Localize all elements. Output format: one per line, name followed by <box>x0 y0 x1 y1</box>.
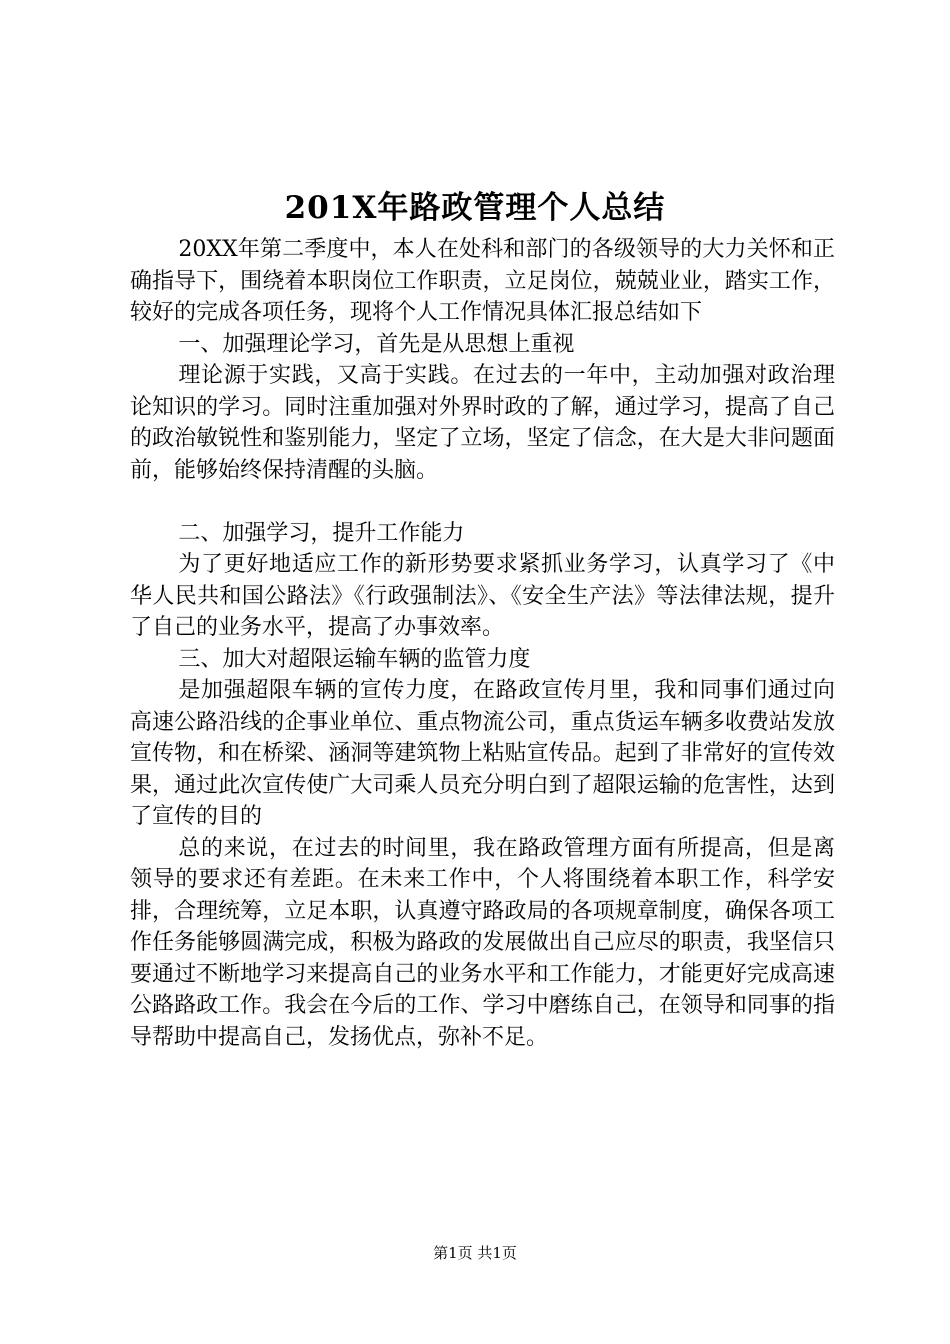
page-number-footer: 第1页 共1页 <box>433 1244 517 1262</box>
section-3-paragraph: 是加强超限车辆的宣传力度，在路政宣传月里，我和同事们通过向高速公路沿线的企事业单位、重点物流公司，重点货运车辆多收费站发放宣传物，和在桥梁、涵洞等建筑物上粘贴宣传品。起到了非常好的宣传效果，通过此次宣传使广大司乘人员充分明白到了超限运输的危害性，达到了宣传的目的 <box>130 678 835 829</box>
conclusion-paragraph: 总的来说，在过去的时间里，我在路政管理方面有所提高，但是离领导的要求还有差距。在未来工作中，个人将围绕着本职工作，科学安排，合理统筹，立足本职，认真遵守路政局的各项规章制度，确保各项工作任务能够圆满完成，积极为路政的发展做出自己应尽的职责，我坚信只要通过不断地学习来提高自己的业务水平和工作能力，才能更好完成高速公路路政工作。我会在今后的工作、学习中磨练自己，在领导和同事的指导帮助中提高自己，发扬优点，弥补不足。 <box>130 835 835 1050</box>
section-2-paragraph: 为了更好地适应工作的新形势要求紧抓业务学习，认真学习了《中华人民共和国公路法》《行政强制法》、《安全生产法》等法律法规，提升了自己的业务水平，提高了办事效率。 <box>130 552 835 640</box>
document-title: 201X年路政管理个人总结 <box>284 190 666 226</box>
section-3-heading: 三、加大对超限运输车辆的监管力度 <box>178 646 531 672</box>
paragraph-spacer <box>130 486 835 518</box>
section-1-heading: 一、加强理论学习，首先是从思想上重视 <box>178 331 575 357</box>
intro-paragraph: 20XX年第二季度中，本人在处科和部门的各级领导的大力关怀和正确指导下，围绕着本职岗位工作职责，立足岗位，兢兢业业，踏实工作，较好的完成各项任务，现将个人工作情况具体汇报总结如下 <box>130 237 835 325</box>
section-1-paragraph: 理论源于实践，又高于实践。在过去的一年中，主动加强对政治理论知识的学习。同时注重加强对外界时政的了解，通过学习，提高了自己的政治敏锐性和鉴别能力，坚定了立场，坚定了信念，在大是大非问题面前，能够始终保持清醒的头脑。 <box>130 363 835 483</box>
document-body <box>130 234 835 1053</box>
section-2-heading: 二、加强学习，提升工作能力 <box>178 520 465 546</box>
